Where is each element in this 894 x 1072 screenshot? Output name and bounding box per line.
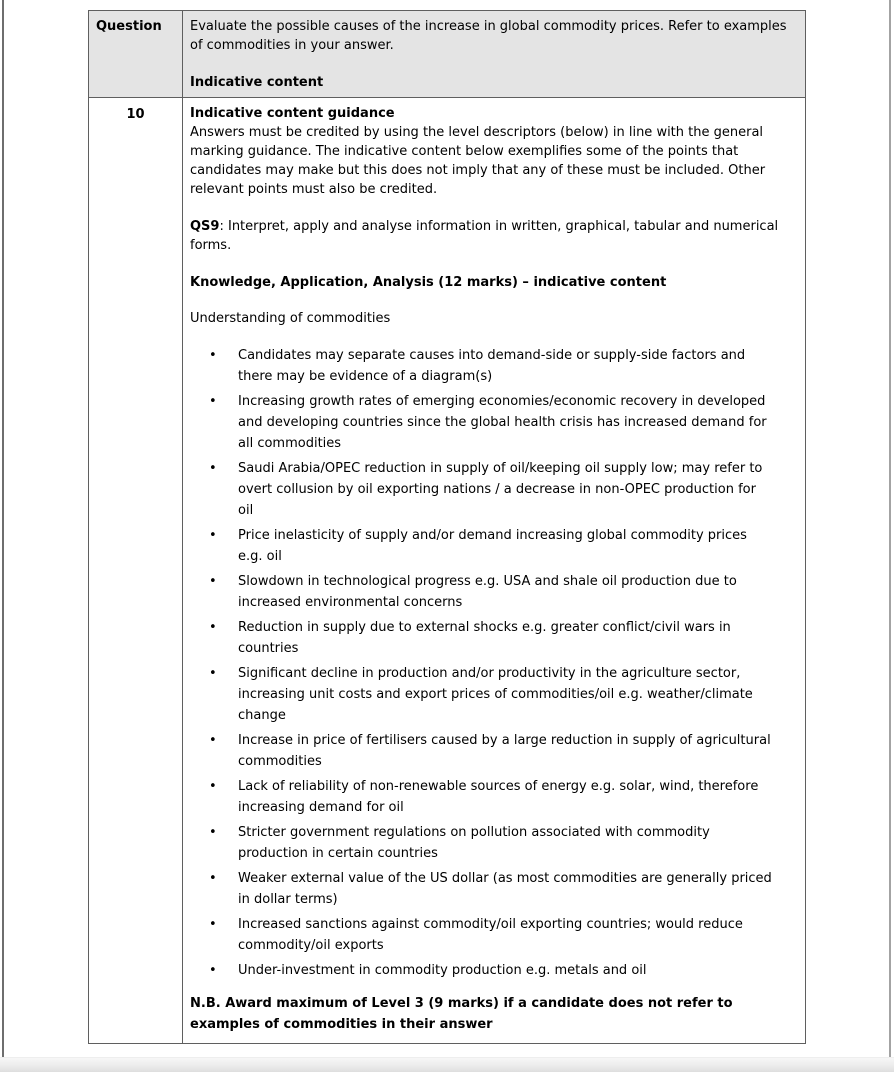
indicative-content-label: Indicative content (190, 75, 324, 90)
nb-note: N.B. Award maximum of Level 3 (9 marks) if a candidate does not refer to examples of commodities in their answer (190, 996, 733, 1032)
indicative-content-cell (183, 98, 805, 1043)
list-item: • Saudi Arabia/OPEC reduction in supply of oil/keeping oil supply low; may refer to overt collusion by oil exporting nations / a decrease in non-OPEC production for oil (190, 458, 789, 521)
indicative-points-list (190, 345, 789, 981)
list-item: • Increased sanctions against commodity/oil exporting countries; would reduce commodity/oil exports (190, 914, 789, 956)
list-item: • Slowdown in technological progress e.g. USA and shale oil production due to increased environmental concerns (190, 571, 789, 613)
page-bottom-strip (0, 1057, 894, 1072)
question-number-cell (89, 98, 183, 1043)
guidance-body: Answers must be credited by using the level descriptors (below) in line with the general marking guidance. The indicative content below exemplifies some of the points that candidates may make but this does not imply that any of these must be included. Other relevant points must also be credited. (190, 125, 766, 197)
guidance-heading: Indicative content guidance (190, 106, 395, 121)
list-item: • Price inelasticity of supply and/or demand increasing global commodity prices e.g. oil (190, 525, 789, 567)
question-prompt-cell (183, 11, 805, 97)
list-item: • Weaker external value of the US dollar (as most commodities are generally priced in dollar terms) (190, 868, 789, 910)
list-item: • Increasing growth rates of emerging economies/economic recovery in developed and developing countries since the global health crisis has increased demand for all commodities (190, 391, 789, 454)
list-item: • Lack of reliability of non-renewable sources of energy e.g. solar, wind, therefore increasing demand for oil (190, 776, 789, 818)
topic-line: Understanding of commodities (190, 311, 391, 326)
list-item: • Under-investment in commodity production e.g. metals and oil (190, 960, 789, 981)
qs-body: : Interpret, apply and analyse information in written, graphical, tabular and numerical forms. (190, 219, 779, 253)
question-label: Question (96, 19, 162, 34)
list-item: • Increase in price of fertilisers caused by a large reduction in supply of agricultural commodities (190, 730, 789, 772)
list-item: • Significant decline in production and/or productivity in the agriculture sector, increasing unit costs and export prices of commodities/oil e.g. weather/climate change (190, 663, 789, 726)
list-item: • Candidates may separate causes into demand-side or supply-side factors and there may be evidence of a diagram(s) (190, 345, 789, 387)
question-number: 10 (126, 107, 145, 122)
marks-heading: Knowledge, Application, Analysis (12 marks) – indicative content (190, 275, 667, 290)
list-item: • Stricter government regulations on pollution associated with commodity production in certain countries (190, 822, 789, 864)
list-item: • Reduction in supply due to external shocks e.g. greater conflict/civil wars in countries (190, 617, 789, 659)
mark-scheme-table (88, 10, 806, 1044)
page-left-rule (2, 0, 4, 1058)
question-header-cell (89, 11, 183, 97)
qs-label: QS9 (190, 219, 220, 234)
question-header-row (89, 11, 805, 98)
answer-row (89, 98, 805, 1043)
page-right-rule (889, 0, 891, 1058)
qs-line (190, 217, 789, 255)
question-prompt: Evaluate the possible causes of the increase in global commodity prices. Refer to examples of commodities in your answer. (190, 19, 787, 53)
